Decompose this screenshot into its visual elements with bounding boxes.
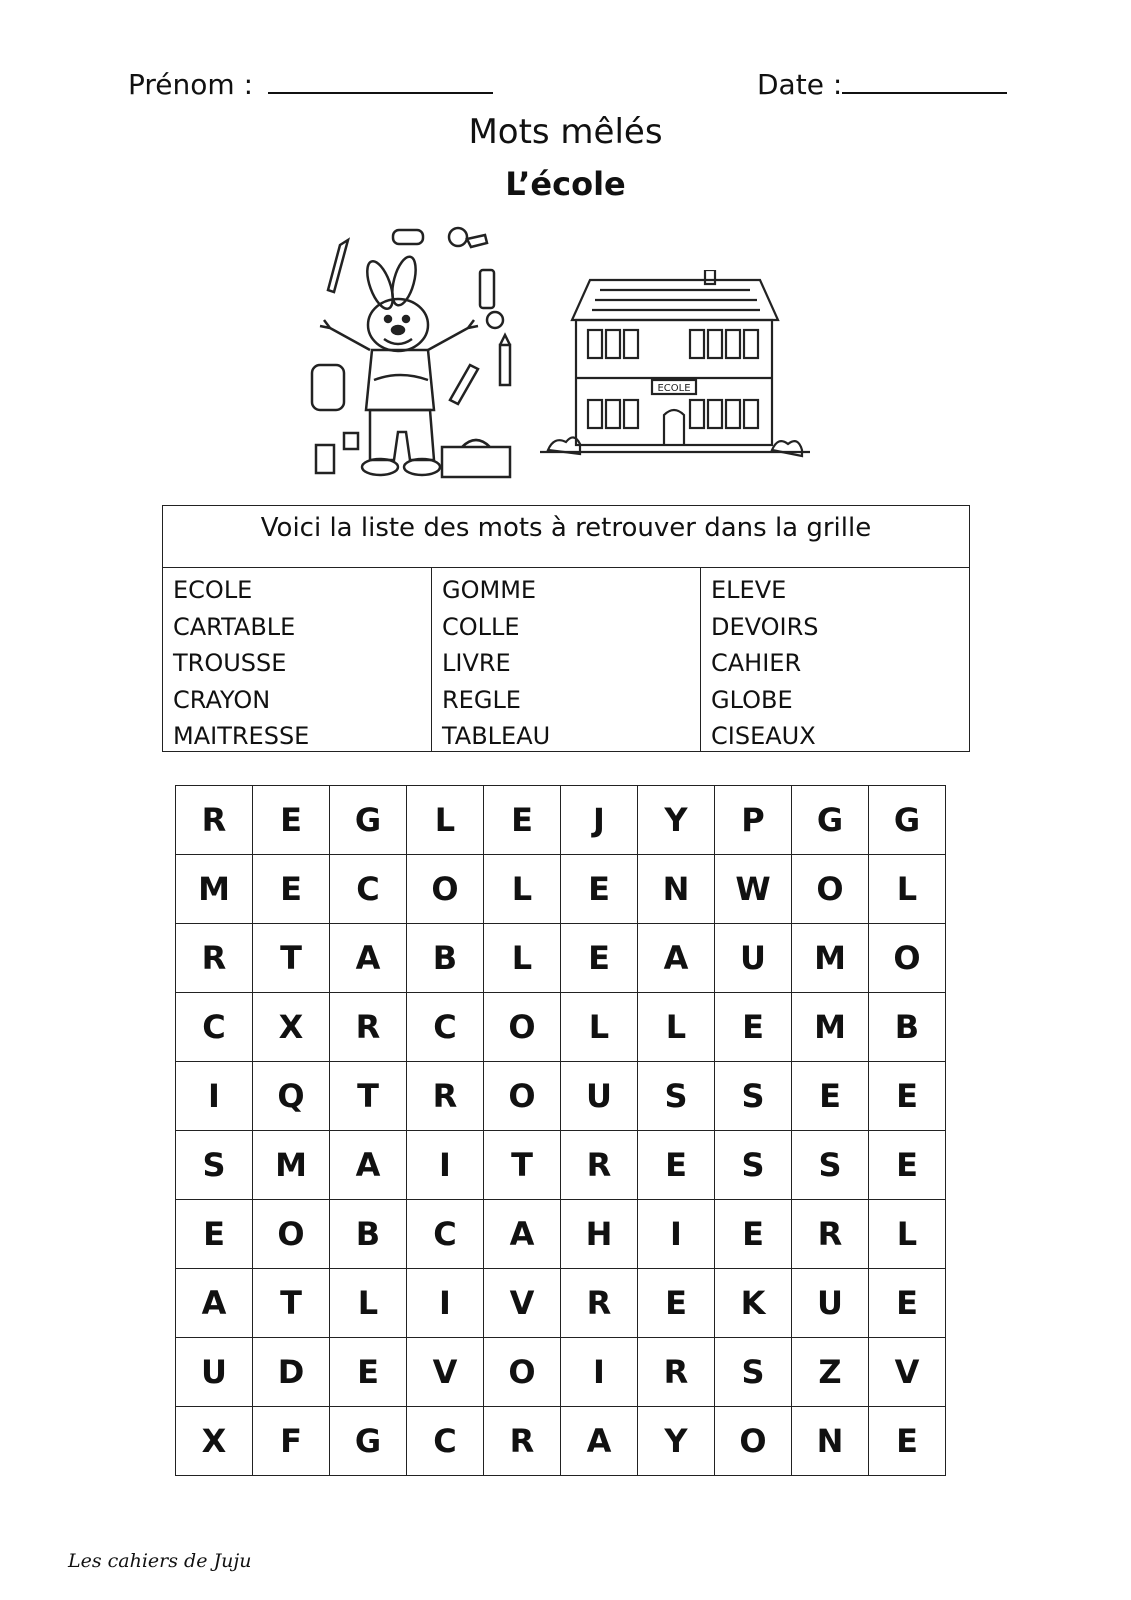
grid-cell[interactable]: Y [638, 1407, 715, 1476]
notebook-icon [316, 445, 334, 473]
grid-cell[interactable]: U [715, 924, 792, 993]
word-item: ELEVE [711, 576, 787, 604]
word-item: TABLEAU [442, 722, 551, 751]
grid-cell[interactable]: C [407, 1200, 484, 1269]
grid-cell[interactable]: C [407, 993, 484, 1062]
word-item: LIVRE [442, 649, 511, 678]
grid-cell[interactable]: N [792, 1407, 869, 1476]
upper-windows [588, 330, 758, 358]
grid-cell[interactable]: C [176, 993, 253, 1062]
grid-cell[interactable]: O [407, 855, 484, 924]
grid-cell[interactable]: R [484, 1407, 561, 1476]
grid-cell[interactable]: I [176, 1062, 253, 1131]
word-item: REGLE [442, 685, 521, 714]
grid-cell[interactable]: B [407, 924, 484, 993]
grid-cell[interactable]: C [330, 855, 407, 924]
grid-cell[interactable]: E [253, 855, 330, 924]
grid-cell[interactable]: E [638, 1269, 715, 1338]
grid-cell[interactable]: M [253, 1131, 330, 1200]
grid-cell[interactable]: O [484, 1338, 561, 1407]
grid-cell[interactable]: E [869, 1131, 946, 1200]
grid-cell[interactable]: C [407, 1407, 484, 1476]
grid-cell[interactable]: A [561, 1407, 638, 1476]
grid-cell[interactable]: S [176, 1131, 253, 1200]
word-item: GOMME [442, 576, 537, 604]
grid-cell[interactable]: O [484, 993, 561, 1062]
page-subtitle: L’école [505, 165, 626, 203]
lower-windows [588, 400, 758, 428]
grid-cell[interactable]: G [330, 1407, 407, 1476]
grid-cell[interactable]: S [715, 1131, 792, 1200]
grid-cell[interactable]: U [561, 1062, 638, 1131]
word-list-column [432, 568, 701, 751]
grid-row [176, 1269, 946, 1338]
grid-cell[interactable]: A [176, 1269, 253, 1338]
grid-cell[interactable]: E [484, 786, 561, 855]
grid-cell[interactable]: O [792, 855, 869, 924]
grid-cell[interactable]: Y [638, 786, 715, 855]
date-label: Date : [757, 68, 843, 101]
grid-cell[interactable]: I [407, 1131, 484, 1200]
grid-cell[interactable]: R [561, 1269, 638, 1338]
grid-cell[interactable]: E [253, 786, 330, 855]
grid-cell[interactable]: E [715, 1200, 792, 1269]
grid-row [176, 855, 946, 924]
word-item: TROUSSE [173, 649, 287, 678]
grid-cell[interactable]: U [176, 1338, 253, 1407]
grid-cell[interactable]: L [869, 1200, 946, 1269]
grid-cell[interactable]: A [330, 1131, 407, 1200]
grid-cell[interactable]: B [869, 993, 946, 1062]
grid-cell[interactable]: O [253, 1200, 330, 1269]
grid-cell[interactable]: E [792, 1062, 869, 1131]
word-list-columns [163, 568, 969, 751]
grid-cell[interactable]: S [715, 1338, 792, 1407]
grid-cell[interactable]: T [330, 1062, 407, 1131]
door-icon [664, 410, 684, 445]
word-item: DEVOIRS [711, 612, 819, 641]
grid-cell[interactable]: B [330, 1200, 407, 1269]
grid-cell[interactable]: O [869, 924, 946, 993]
word-list-column [163, 568, 432, 751]
grid-row [176, 1407, 946, 1476]
word-item: CARTABLE [173, 612, 296, 641]
grid-cell[interactable]: E [638, 1131, 715, 1200]
school-building-illustration [540, 270, 810, 470]
grid-cell[interactable]: I [407, 1269, 484, 1338]
grid-cell[interactable]: R [176, 924, 253, 993]
grid-row [176, 1131, 946, 1200]
grid-cell[interactable]: L [561, 993, 638, 1062]
tape-icon [449, 228, 467, 246]
grid-cell[interactable]: E [869, 1062, 946, 1131]
grid-cell[interactable]: L [330, 1269, 407, 1338]
footer-credit: Les cahiers de Juju [68, 1550, 252, 1572]
grid-cell[interactable]: Q [253, 1062, 330, 1131]
date-blank-line[interactable] [842, 68, 1007, 94]
rabbit-student-illustration [300, 215, 540, 490]
grid-row [176, 924, 946, 993]
ruler-icon [450, 365, 478, 404]
grid-cell[interactable]: T [253, 1269, 330, 1338]
word-item: ECOLE [173, 576, 253, 604]
grid-row [176, 786, 946, 855]
button-icon [487, 312, 503, 328]
grid-cell[interactable]: E [869, 1269, 946, 1338]
grid-cell[interactable]: M [176, 855, 253, 924]
grid-cell[interactable]: A [330, 924, 407, 993]
glue-stick-icon [480, 270, 494, 308]
slate-icon [312, 365, 344, 410]
grid-cell[interactable]: A [484, 1200, 561, 1269]
grid-cell[interactable]: V [407, 1338, 484, 1407]
bush-icon [772, 441, 802, 456]
grid-cell[interactable]: S [792, 1131, 869, 1200]
grid-cell[interactable]: O [715, 1407, 792, 1476]
grid-cell[interactable]: E [869, 1407, 946, 1476]
grid-cell[interactable]: P [715, 786, 792, 855]
grid-cell[interactable]: E [176, 1200, 253, 1269]
prenom-field[interactable] [128, 68, 493, 101]
grid-cell[interactable]: L [869, 855, 946, 924]
grid-cell[interactable]: L [484, 924, 561, 993]
word-list-heading: Voici la liste des mots à retrouver dans la grille [163, 506, 969, 568]
grid-cell[interactable]: N [638, 855, 715, 924]
grid-row [176, 1338, 946, 1407]
word-item: CRAYON [173, 685, 271, 714]
grid-cell[interactable]: O [484, 1062, 561, 1131]
date-field[interactable] [757, 68, 1007, 101]
grid-cell[interactable]: R [638, 1338, 715, 1407]
grid-cell[interactable]: R [561, 1131, 638, 1200]
grid-cell[interactable]: M [792, 924, 869, 993]
word-item: CISEAUX [711, 722, 816, 751]
word-item: MAITRESSE [173, 722, 310, 751]
grid-cell[interactable]: R [176, 786, 253, 855]
grid-cell[interactable]: A [638, 924, 715, 993]
grid-cell[interactable]: K [715, 1269, 792, 1338]
grid-cell[interactable]: V [484, 1269, 561, 1338]
grid-cell[interactable]: E [561, 855, 638, 924]
grid-cell[interactable]: T [484, 1131, 561, 1200]
grid-cell[interactable]: E [715, 993, 792, 1062]
eraser-icon [393, 230, 423, 244]
grid-cell[interactable]: I [638, 1200, 715, 1269]
marker-icon [328, 240, 348, 292]
grid-cell[interactable]: G [330, 786, 407, 855]
grid-cell[interactable]: X [176, 1407, 253, 1476]
word-list-box [162, 505, 970, 752]
grid-cell[interactable]: R [792, 1200, 869, 1269]
grid-cell[interactable]: I [561, 1338, 638, 1407]
prenom-label: Prénom : [128, 68, 254, 101]
grid-cell[interactable]: L [484, 855, 561, 924]
pencil-icon [500, 335, 510, 385]
word-item: GLOBE [711, 685, 793, 714]
grid-cell[interactable]: X [253, 993, 330, 1062]
grid-cell[interactable]: R [330, 993, 407, 1062]
grid-cell[interactable]: L [407, 786, 484, 855]
word-search-grid[interactable] [175, 785, 946, 1476]
prenom-blank-line[interactable] [268, 68, 493, 94]
grid-row [176, 1200, 946, 1269]
school-bag-icon [442, 440, 510, 477]
word-list-column [701, 568, 969, 751]
word-item: COLLE [442, 612, 520, 641]
grid-cell[interactable]: G [869, 786, 946, 855]
grid-cell[interactable]: E [330, 1338, 407, 1407]
grid-cell[interactable]: H [561, 1200, 638, 1269]
grid-cell[interactable]: R [407, 1062, 484, 1131]
grid-cell[interactable]: T [253, 924, 330, 993]
page-title: Mots mêlés [468, 112, 663, 152]
grid-cell[interactable]: S [638, 1062, 715, 1131]
word-item: CAHIER [711, 649, 802, 678]
grid-cell[interactable]: S [715, 1062, 792, 1131]
grid-row [176, 993, 946, 1062]
grid-cell[interactable]: G [792, 786, 869, 855]
grid-cell[interactable]: L [638, 993, 715, 1062]
grid-cell[interactable]: F [253, 1407, 330, 1476]
grid-cell[interactable]: E [561, 924, 638, 993]
grid-row [176, 1062, 946, 1131]
grid-cell[interactable]: D [253, 1338, 330, 1407]
grid-cell[interactable]: Z [792, 1338, 869, 1407]
school-sign-text: ECOLE [657, 383, 691, 394]
grid-cell[interactable]: M [792, 993, 869, 1062]
grid-cell[interactable]: V [869, 1338, 946, 1407]
grid-cell[interactable]: J [561, 786, 638, 855]
grid-cell[interactable]: U [792, 1269, 869, 1338]
grid-cell[interactable]: W [715, 855, 792, 924]
